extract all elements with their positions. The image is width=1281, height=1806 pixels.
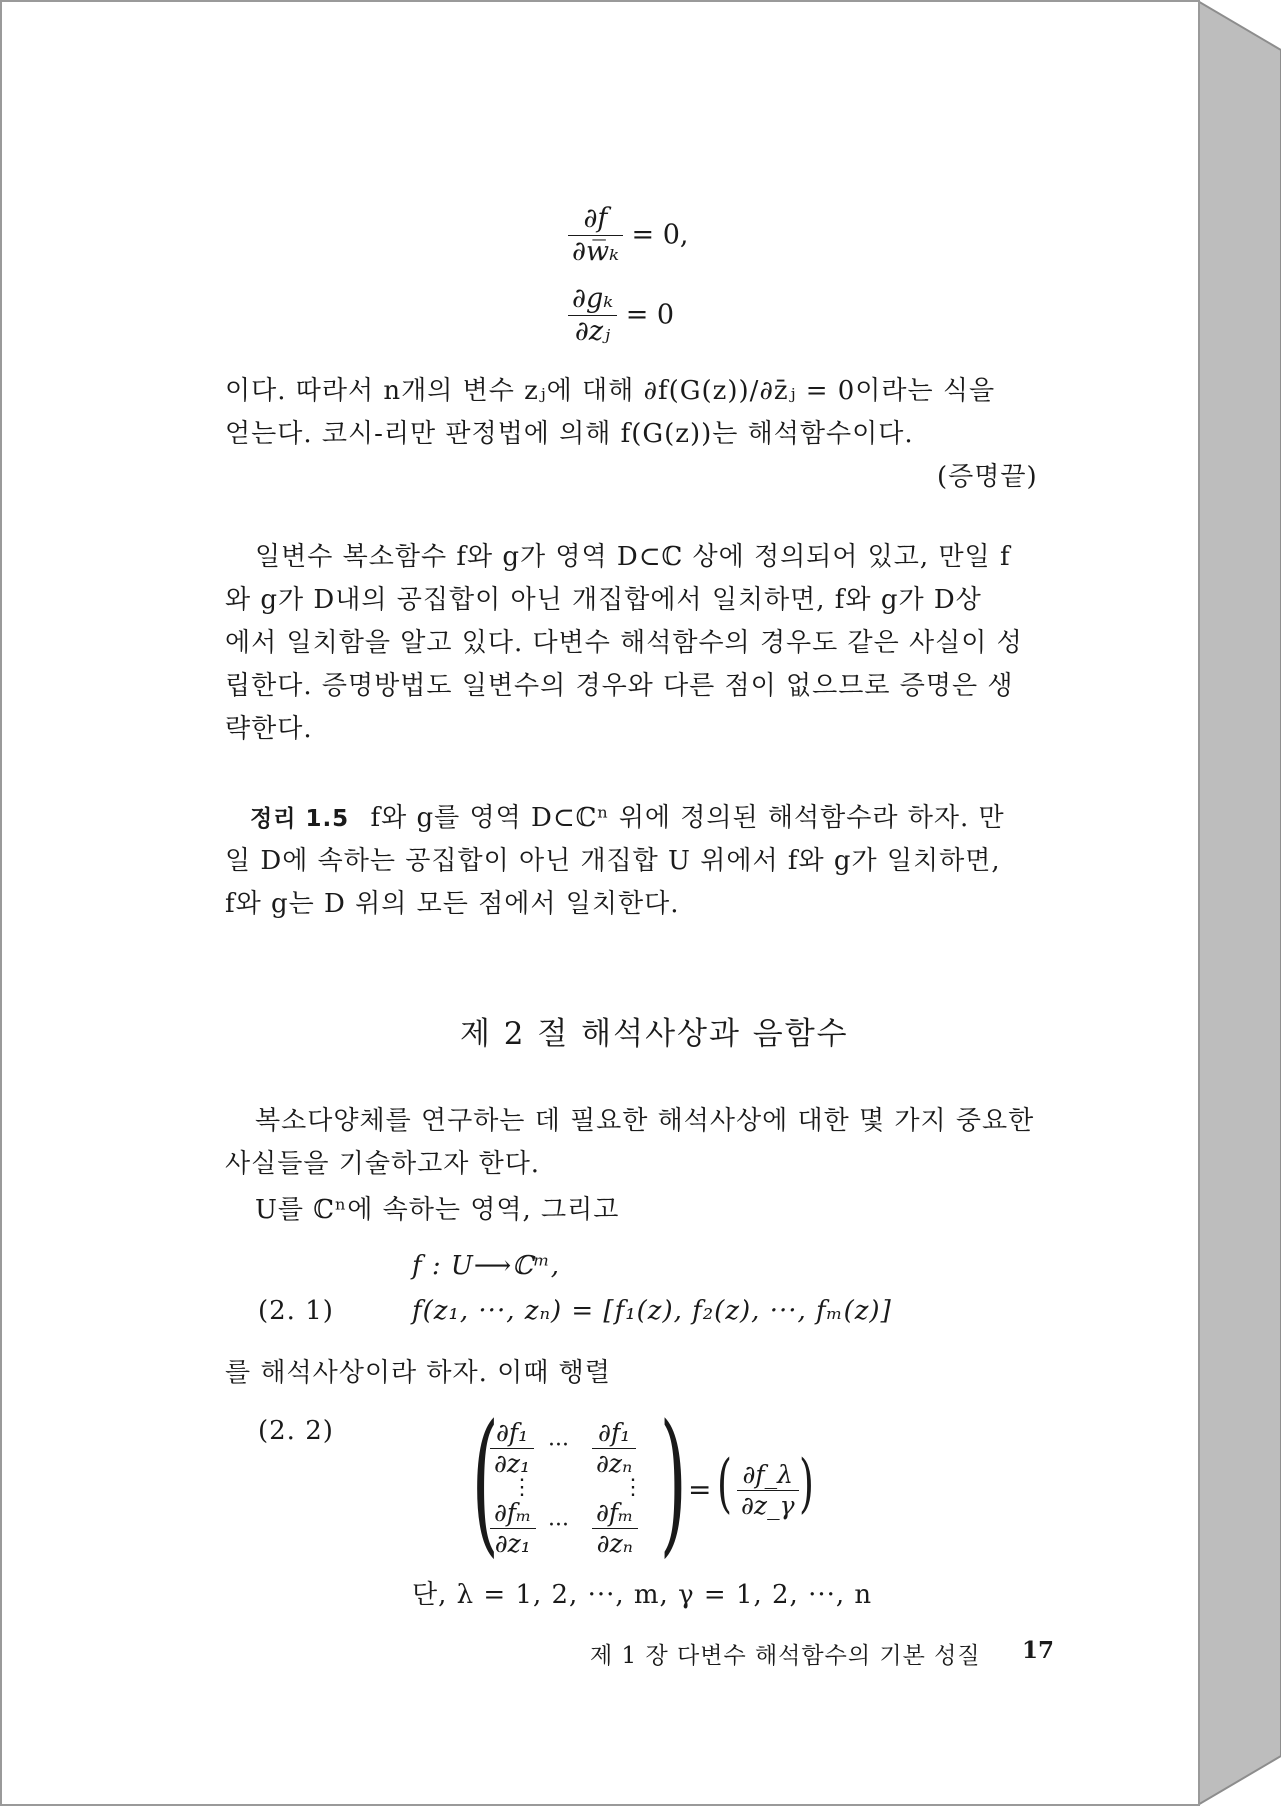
paragraph-line: 에서 일치함을 알고 있다. 다변수 해석함수의 경우도 같은 사실이 성	[225, 628, 1023, 658]
matrix-entry-m1: $\frac{\text{∂fₘ}}{\text{∂z₁}}$	[490, 1498, 536, 1559]
theorem-label: 정리 1.5	[250, 806, 350, 832]
matrix-entry-1n: $\frac{\text{∂f₁}}{\text{∂zₙ}}$	[592, 1418, 636, 1479]
matrix-vdots-right: ⋮	[622, 1475, 644, 1500]
paragraph-line: 와 g가 D내의 공집합이 아닌 개집합에서 일치하면, f와 g가 D상	[225, 585, 982, 615]
paragraph-line: 립한다. 증명방법도 일변수의 경우와 다른 점이 없으므로 증명은 생	[225, 671, 1014, 701]
matrix-left-paren: (	[471, 1391, 499, 1572]
rhs-left-paren: (	[716, 1447, 732, 1521]
theorem-line: 일 D에 속하는 공집합이 아닌 개집합 U 위에서 f와 g가 일치하면,	[225, 846, 1001, 876]
matrix-entry-mn: $\frac{\text{∂fₘ}}{\text{∂zₙ}}$	[592, 1498, 638, 1559]
proof-line-1: 이다. 따라서 n개의 변수 zⱼ에 대해 ∂f(G(z))/∂z̄ⱼ = 0이라는 식을	[225, 376, 996, 406]
intro-line: 사실들을 기술하고자 한다.	[225, 1149, 541, 1179]
paragraph-line: 략한다.	[225, 714, 313, 744]
matrix-hdots-top: ···	[548, 1433, 569, 1458]
matrix-intro-line: 를 해석사상이라 하자. 이때 행렬	[225, 1358, 611, 1388]
theorem-1-5-line-1: 정리 1.5 f와 g를 영역 D⊂ℂⁿ 위에 정의된 해석함수라 하자. 만	[250, 803, 1005, 833]
matrix-entry-11: $\frac{\text{∂f₁}}{\text{∂z₁}}$	[490, 1418, 534, 1479]
equation-df-dwk: $\frac{\partial f}{\text{∂w̅ₖ}}$ = 0,	[568, 203, 688, 269]
rhs-right-paren: )	[798, 1447, 814, 1521]
matrix-right-paren: )	[659, 1391, 687, 1572]
map-definition: f : U⟶ℂᵐ,	[412, 1251, 561, 1281]
intro-line: U를 ℂⁿ에 속하는 영역, 그리고	[255, 1195, 620, 1225]
matrix-equals: =	[688, 1473, 712, 1506]
equation-dgk-dzj: $\frac{\text{∂gₖ}}{\text{∂zⱼ}}$ = 0	[568, 283, 674, 349]
proof-end-marker: (증명끝)	[937, 462, 1038, 492]
paragraph-line: 일변수 복소함수 f와 g가 영역 D⊂ℂ 상에 정의되어 있고, 만일 f	[255, 542, 1011, 572]
running-head: 제 1 장 다변수 해석함수의 기본 성질	[590, 1643, 981, 1669]
theorem-line: f와 g는 D 위의 모든 점에서 일치한다.	[225, 889, 680, 919]
matrix-rhs-entry: $\frac{\partial f\_\lambda}{\partial z\_\gamma}$	[737, 1460, 799, 1521]
proof-line-2: 얻는다. 코시-리만 판정법에 의해 f(G(z))는 해석함수이다.	[225, 419, 914, 449]
matrix-hdots-bottom: ···	[548, 1513, 569, 1538]
equation-number-2-2: (2. 2)	[258, 1416, 334, 1446]
page-number: 17	[1022, 1637, 1055, 1664]
intro-line: 복소다양체를 연구하는 데 필요한 해석사상에 대한 몇 가지 중요한	[255, 1106, 1035, 1136]
equation-2-1: f(z₁, ···, zₙ) = [f₁(z), f₂(z), ···, fₘ(z)]	[412, 1296, 892, 1326]
matrix-vdots-left: ⋮	[511, 1475, 533, 1500]
section-heading: 제 2 절 해석사상과 음함수	[460, 1016, 849, 1052]
page-thickness-edge	[1196, 0, 1281, 1806]
equation-number-2-1: (2. 1)	[258, 1296, 334, 1326]
index-range-note: 단, λ = 1, 2, ···, m, γ = 1, 2, ···, n	[412, 1580, 873, 1610]
